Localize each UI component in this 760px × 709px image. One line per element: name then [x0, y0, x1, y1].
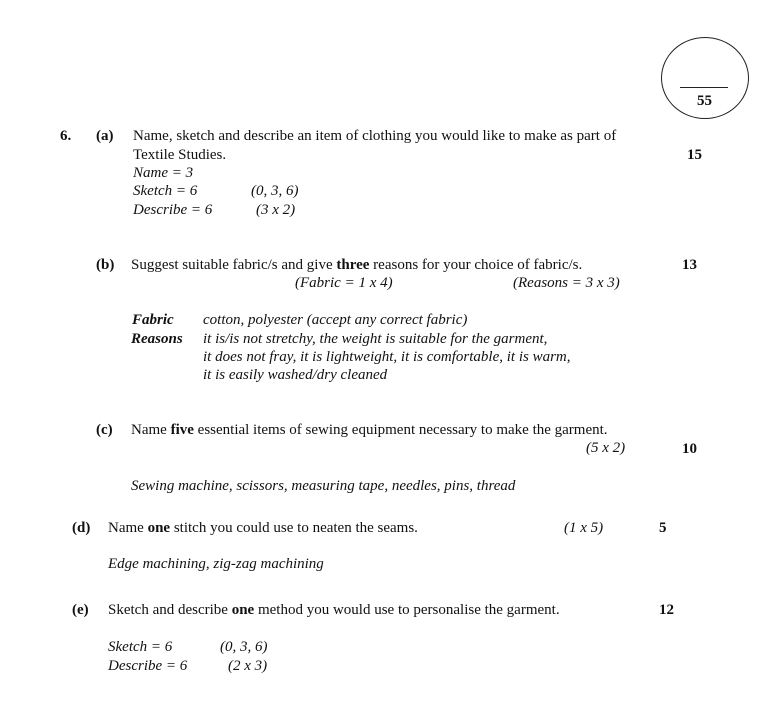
total-score: 55: [697, 93, 712, 109]
part-e-marks: 12: [659, 602, 674, 618]
part-e-sketch-detail: (0, 3, 6): [220, 639, 268, 655]
part-d-label: (d): [72, 520, 91, 536]
part-e-describe-detail: (2 x 3): [228, 658, 268, 674]
part-c-answer: Sewing machine, scissors, measuring tape, needles, pins, thread: [131, 478, 516, 494]
part-a-sketch-detail: (0, 3, 6): [251, 183, 299, 199]
question-number: 6.: [60, 128, 72, 144]
part-d-allocation: (1 x 5): [564, 520, 604, 536]
part-a-describe-detail: (3 x 2): [256, 202, 296, 218]
part-a-marks: 15: [687, 147, 702, 163]
part-c-label: (c): [96, 422, 113, 438]
part-a-label: (a): [96, 128, 114, 144]
part-d-marks: 5: [659, 520, 667, 536]
part-d-question: Name one stitch you could use to neaten the seams.: [108, 520, 418, 536]
part-b-fabric-answer: cotton, polyester (accept any correct fabric): [203, 312, 468, 328]
part-c-allocation: (5 x 2): [586, 440, 626, 456]
part-e-sketch-allocation: Sketch = 6: [108, 639, 173, 655]
part-a-question-line1: Name, sketch and describe an item of clothing you would like to make as part of: [133, 128, 617, 144]
part-e-question: Sketch and describe one method you would use to personalise the garment.: [108, 602, 560, 618]
part-b-reasons-label: Reasons: [131, 331, 183, 347]
part-a-name-allocation: Name = 3: [133, 165, 194, 181]
part-b-fabric-allocation: (Fabric = 1 x 4): [295, 275, 393, 291]
part-a-sketch-allocation: Sketch = 6: [133, 183, 198, 199]
part-b-fabric-label: Fabric: [132, 312, 174, 328]
part-b-reasons-allocation: (Reasons = 3 x 3): [513, 275, 620, 291]
part-b-label: (b): [96, 257, 115, 273]
part-e-describe-allocation: Describe = 6: [108, 658, 188, 674]
part-d-answer: Edge machining, zig-zag machining: [108, 556, 324, 572]
part-c-question: Name five essential items of sewing equipment necessary to make the garment.: [131, 422, 608, 438]
part-b-reasons-line2: it does not fray, it is lightweight, it is comfortable, it is warm,: [203, 349, 571, 365]
part-a-question-line2: Textile Studies.: [133, 147, 227, 163]
part-b-reasons-line3: it is easily washed/dry cleaned: [203, 367, 388, 383]
part-c-marks: 10: [682, 441, 697, 457]
total-score-divider: [680, 87, 728, 88]
part-b-question: Suggest suitable fabric/s and give three reasons for your choice of fabric/s.: [131, 257, 583, 273]
part-a-describe-allocation: Describe = 6: [133, 202, 213, 218]
part-b-reasons-line1: it is/is not stretchy, the weight is suitable for the garment,: [203, 331, 548, 347]
part-b-marks: 13: [682, 257, 697, 273]
part-e-label: (e): [72, 602, 89, 618]
